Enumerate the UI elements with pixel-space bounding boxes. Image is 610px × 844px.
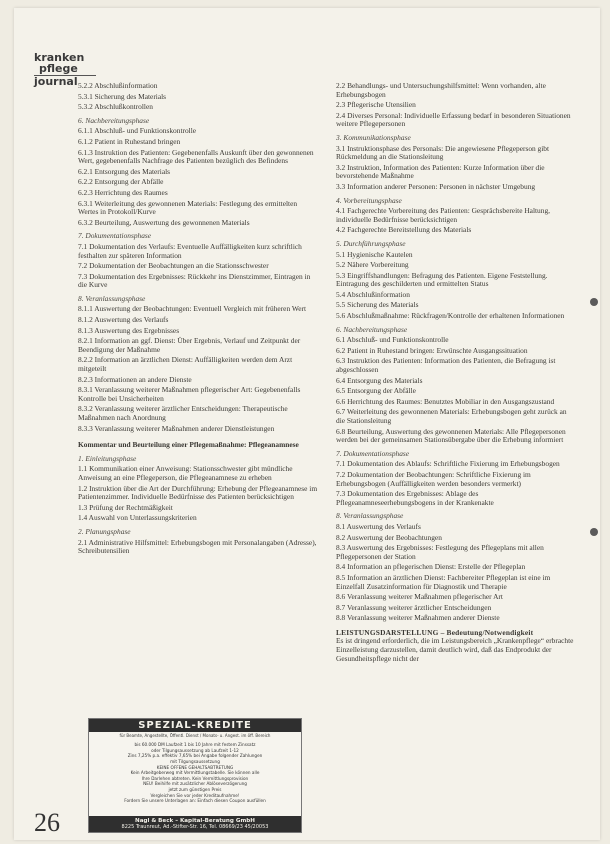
text-item: 8.1 Auswertung des Verlaufs xyxy=(336,521,421,531)
text-item: 1.4 Auswahl von Unterlassungskriterien xyxy=(78,513,197,523)
text-item: 6.2 Patient in Ruhestand bringen: Erwünschte Ausgangssituation xyxy=(336,345,528,355)
ad-line: mit Tilgungsaussetzung xyxy=(170,758,220,764)
text-item: 7.1 Dokumentation des Ablaufs: Schriftliche Fixierung im Erhebungsbogen xyxy=(336,459,560,469)
text-item: 8.3.2 Veranlassung weiterer ärztlicher Entscheidungen: Therapeutische Maßnahmen nach Anordnung xyxy=(78,404,288,422)
logo-line-1: kranken xyxy=(34,51,85,64)
text-item: 8.7 Veranlassung weiterer ärztlicher Entscheidungen xyxy=(336,602,492,612)
text-item: 8.8 Veranlassung weiterer Maßnahmen anderer Dienste xyxy=(336,613,500,623)
text-item: 5.3.2 Abschlußkontrollen xyxy=(78,102,153,112)
text-item: 8.3.3 Veranlassung weiterer Maßnahmen anderer Dienstleistungen xyxy=(78,423,275,433)
ad-line: oder Tilgungsaussetzung ab Laufzeit 1-12 xyxy=(151,747,239,753)
text-item: 6.7 Weiterleitung des gewonnenen Materials: Erhebungsbogen geht zurück an die Stationsleitung xyxy=(336,407,567,425)
ad-title: SPEZIAL-KREDITE xyxy=(89,719,301,732)
ad-line: Fordern Sie unsere Unterlagen an: Einfach diesen Coupon ausfüllen xyxy=(124,798,266,804)
text-item: 6.1 Abschluß- und Funktionskontrolle xyxy=(336,335,449,345)
text-item: 7.1 Dokumentation des Verlaufs: Eventuelle Auffälligkeiten kurz schriftlich festhalten zur späteren Information xyxy=(78,241,302,260)
text-item: 5.2 Nähere Vorbereitung xyxy=(336,260,409,270)
text-item: 3.1 Instruktionsphase des Personals: Die angewiesene Pflegeperson gibt Rückmeldung an die Stationsleitung xyxy=(336,143,550,162)
text-item: 6.2.1 Entsorgung des Materials xyxy=(78,166,171,176)
text-item: 5.1 Hygienische Kautelen xyxy=(336,249,413,259)
text-item: 6.4 Entsorgung des Materials xyxy=(336,375,423,385)
text-item: 8.2.3 Informationen an andere Dienste xyxy=(78,374,192,384)
text-item: 5.3 Eingriffshandlungen: Befragung des Patienten. Eigene Feststellung. Eintragung des geschilderten und ermittelten Status xyxy=(336,270,548,289)
text-item: 8.2 Auswertung der Beobachtungen xyxy=(336,532,442,542)
text-item: 3.3 Information anderer Personen: Personen in nächster Umgebung xyxy=(336,181,536,191)
text-item: 7.2 Dokumentation der Beobachtungen: Schriftliche Fixierung im Erhebungsbogen (Auffälligkeiten werden besonders vermerkt) xyxy=(336,469,531,488)
text-item: 7.2 Dokumentation der Beobachtungen an die Stationsschwester xyxy=(78,261,269,271)
text-item: 5.2.2 Abschlußinformation xyxy=(78,81,158,90)
text-item: LEISTUNGSDARSTELLUNG – Bedeutung/Notwendigkeit xyxy=(336,627,534,637)
logo-line-2: pflege xyxy=(34,63,96,76)
text-item: 2.4 Diverses Personal: Individuelle Erfassung bedarf in besonderen Situationen weitere Pflegepersonen xyxy=(336,110,571,129)
text-item: 1.1 Kommunikation einer Anweisung: Stationsschwester gibt mündliche Anweisung an eine Pflegeperson, die Pflegeanamnese zu erheben xyxy=(78,464,293,482)
section-heading: 8. Veranlassungsphase xyxy=(336,511,404,521)
ad-footer-name: Nagl & Beck – Kapital-Beratung GmbH xyxy=(135,818,255,824)
text-item: 8.5 Information an ärztlichen Dienst: Fachbereiter Pflegeplan ist eine im Einzelfall Zusatzinformation für Diagnostik und Therapie xyxy=(336,572,551,591)
text-item: 8.3 Auswertung des Ergebnisses: Festlegung des Pflegeplans mit allen Pflegepersonen der Station xyxy=(336,543,544,561)
section-heading: 8. Veranlassungsphase xyxy=(78,293,146,303)
ad-line: jetzt zum günstigen Preis xyxy=(168,786,222,792)
advertisement-box xyxy=(88,718,302,833)
text-item: 5.5 Sicherung des Materials xyxy=(336,300,419,310)
ad-footer-address: 8225 Traunreut, Ad.-Stifter-Str. 16, Tel. 08669/23 45/20053 xyxy=(121,824,269,830)
section-heading: 6. Nachbereitungsphase xyxy=(336,324,408,334)
ad-subtitle: für Beamte, Angestellte, Öffentl. Dienst / Monats- u. Angest. im öff. Bereich xyxy=(119,733,271,738)
text-item: 6.1.2 Patient in Ruhestand bringen xyxy=(78,136,181,146)
ad-line: Zins 7,25% p.a. effektiv 7,65% bei Angabe folgender Zahlungen xyxy=(127,753,263,759)
section-heading: 5. Durchführungsphase xyxy=(336,238,406,248)
bold-heading: Kommentar und Beurteilung einer Pflegemaßnahme: Pflegeanamnese xyxy=(78,440,299,450)
text-item: 7.3 Dokumentation des Ergebnisses: Rückkehr ins Dienstzimmer, Eintragen in die Kurve xyxy=(78,271,311,290)
text-item: 8.1.3 Auswertung des Ergebnisses xyxy=(78,325,180,335)
text-item: 6.6 Herrichtung des Raumes: Benutztes Mobiliar in den Ausgangszustand xyxy=(336,396,555,406)
text-item: 8.3.1 Veranlassung weiterer Maßnahmen pflegerischer Art: Gegebenenfalls Kontrolle bei Unsicherheiten xyxy=(78,385,301,403)
ad-line: bis 60.000 DM Laufzeit 1 bis 10 Jahre mit festem Zinssatz xyxy=(134,742,256,748)
page-number: 26 xyxy=(34,808,60,837)
left-column xyxy=(78,82,318,558)
ad-line: Ihre Darlehen abtreten. Kein Vermittlungsprovision xyxy=(141,775,249,781)
section-heading: 2. Planungsphase xyxy=(78,526,131,536)
text-item: 6.3.2 Beurteilung, Auswertung des gewonnenen Materials xyxy=(78,217,250,227)
ad-line: Kein Arbeitgeberweg mit Vermittlungstabelle. Sie können alle xyxy=(130,770,260,776)
text-item: 5.6 Abschlußmaßnahme: Rückfragen/Kontrolle der erhaltenen Informationen xyxy=(336,311,565,321)
ad-footer xyxy=(89,816,301,832)
text-item: 4.1 Fachgerechte Vorbereitung des Patienten: Gesprächsbereite Haltung, individuelle Bedürfnisse berücksichtigen xyxy=(336,206,550,224)
text-item: 8.2.1 Information an ggf. Dienst: Über Ergebnis, Verlauf und Zeitpunkt der Beendigung der Maßnahme xyxy=(78,336,301,354)
text-item: 8.4 Information an pflegerischen Dienst: Erstelle der Pflegeplan xyxy=(336,562,526,572)
text-item: 7.3 Dokumentation des Ergebnisses: Ablage des Pflegeanamneseerhebungsbogens in der Krankenakte xyxy=(336,489,494,507)
section-heading: 7. Dokumentationsphase xyxy=(78,231,152,241)
text-item: 5.4 Abschlußinformation xyxy=(336,289,410,299)
text-item: 8.6 Veranlassung weiterer Maßnahmen pflegerischer Art xyxy=(336,592,503,602)
text-item: 6.2.2 Entsorgung der Abfälle xyxy=(78,177,164,187)
text-item: 6.5 Entsorgung der Abfälle xyxy=(336,386,416,396)
text-item: Es ist dringend erforderlich, die im Leistungsbereich „Krankenpflege“ erbrachte Einzelleistung darzustellen, damit deutlich wird, daß das Endprodukt der Gesundheitspflege nicht der xyxy=(336,636,574,663)
text-item: 8.1.1 Auswertung der Beobachtungen: Eventuell Vergleich mit früheren Wert xyxy=(78,304,307,314)
ad-line: KEINE OFFENE GEHALTSABTRETUNG xyxy=(156,764,234,770)
ad-body xyxy=(89,739,301,807)
text-item: 6.1.3 Instruktion des Patienten: Gegebenenfalls Auskunft über den gewonnenen Wert, gegebenenfalls Nachfrage des Patienten bezüglich des Befindens xyxy=(78,147,314,166)
section-heading: 7. Dokumentationsphase xyxy=(336,448,410,458)
text-item: 8.2.2 Information an ärztlichen Dienst: Auffälligkeiten werden dem Arzt mitgeteilt xyxy=(78,355,293,374)
text-item: 6.2.3 Herrichtung des Raumes xyxy=(78,187,168,197)
ad-line: Vergleichen Sie vor jeder Kreditaufnahme! xyxy=(150,792,240,798)
ad-line: NEU! Beihilfe mit zusätzlicher Ablöseverzögerung xyxy=(143,781,247,787)
section-heading: 6. Nachbereitungsphase xyxy=(78,115,150,125)
text-item: 6.3 Instruktion des Patienten: Information des Patienten, die Befragung ist abgeschlossen xyxy=(336,356,556,375)
text-item: 1.3 Prüfung der Rechtmäßigkeit xyxy=(78,502,173,512)
punch-hole xyxy=(590,298,598,306)
section-heading: 3. Kommunikationsphase xyxy=(336,132,411,142)
text-item: 2.2 Behandlungs- und Untersuchungshilfsmittel: Wenn vorhanden, alte Erhebungsbogen xyxy=(336,81,546,99)
text-item: 6.1.1 Abschluß- und Funktionskontrolle xyxy=(78,126,197,136)
text-item: 4.2 Fachgerechte Bereitstellung des Materials xyxy=(336,225,472,235)
text-item: 6.3.1 Weiterleitung des gewonnenen Materials: Festlegung des ermittelten Wertes in Protokoll/Kurve xyxy=(78,198,298,217)
text-item: 1.2 Instruktion über die Art der Durchführung: Erhebung der Pflegeanamnese im Patientenzimmer. Individuelle Bedürfnisse des Patienten berücksichtigen xyxy=(78,483,318,502)
text-item: 2.1 Administrative Hilfsmittel: Erhebungsbogen mit Personalangaben (Adresse), Schreibutensilien xyxy=(78,537,317,556)
text-item: 8.1.2 Auswertung des Verlaufs xyxy=(78,315,169,325)
section-heading: 4. Vorbereitungsphase xyxy=(336,195,402,205)
text-item: 2.3 Pflegerische Utensilien xyxy=(336,100,416,110)
text-item: 6.8 Beurteilung, Auswertung des gewonnenen Materials: Alle Pflegepersonen werden bei der gemeinsamen Stationsübergabe über die Erhebung informiert xyxy=(336,426,566,445)
logo-line-3: journal xyxy=(34,75,78,88)
punch-hole xyxy=(590,528,598,536)
text-item: 3.2 Instruktion, Information des Patienten: Kurze Information über die bevorstehende Maßnahme xyxy=(336,162,545,181)
right-column xyxy=(336,82,576,664)
text-item: 5.3.1 Sicherung des Materials xyxy=(78,91,167,101)
section-heading: 1. Einleitungsphase xyxy=(78,453,137,463)
